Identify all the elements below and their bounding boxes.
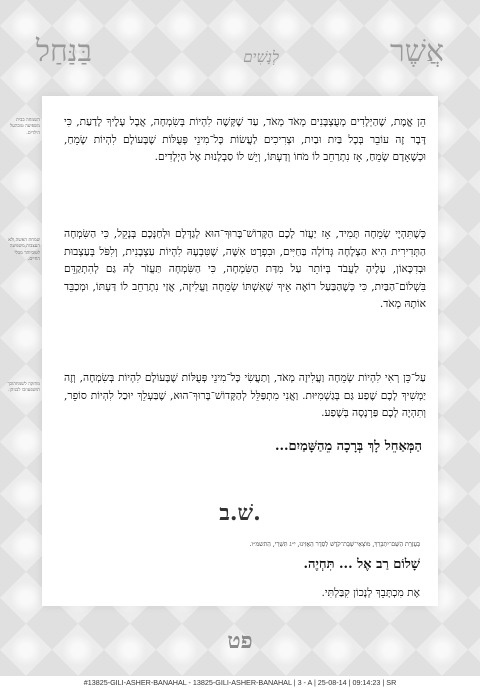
page-number: פט — [227, 628, 253, 654]
acknowledgement: אֶת מִכְתָּבֵךְ לְנָכוֹן קִבַּלְתִּי. — [321, 587, 420, 599]
header-title-end: בַּנַּחַל — [36, 34, 93, 69]
paragraph: הֵן אֱמֶת, שֶׁהַיְלָדִים מְעֻצְבָּנִים מְאֹד מְאֹד, עַד שֶׁקָּשֶׁה לִהְיוֹת בְּשִׂמְחָה, אֲבָל עָלֶיךָ לָדַעַת, כִּי דָּבָר זֶה עוֹבֵר בְּכָל בַּיִת וּבַיִת, וּצְרִיכִים לַעֲשׂוֹת כָּל־מִינֵי פְּעֻלּוֹת שֶׁבָּעוֹלָם לִהְיוֹת שָׂמֵחַ, וּכְשֶׁאָדָם שָׂמֵחַ, אָז נִתְרַחֵב לוֹ מֹחוֹ וְדַעְתּוֹ, וְיֵשׁ לוֹ סַבְלָנוּת אֶל הַיְלָדִים. — [64, 116, 426, 164]
header-title: אֲשֶׁר — [390, 34, 444, 69]
dateline: בְּעֶזְרַת הַשֵּׁם־יִתְבָּרַךְ, מוֹצָאֵי־שַׁבַּת־קֹדֶשׁ לְסֵדֶר הַאֲזִינוּ, י״ג תִּשְׁרֵי, הַתשמ״ו. — [249, 541, 420, 548]
signature: שׁ.ב. — [219, 500, 261, 526]
side-note: השמחה בבית משפיעה טובהעל הילדים. — [10, 118, 40, 136]
closing-line: הַמְּאַחֵל לָךְ בְּרָכָה מֵהַשָּׁמַיִם... — [274, 439, 422, 454]
text-panel — [42, 96, 438, 606]
paragraph: כְּשֶׁתִּהְיֶי שְׂמֵחָה תָּמִיד, אָז יַעֲזֹר לָכֶם הַקָּדוֹשׁ־בָּרוּךְ־הוּא לְגַדְּלָם וּלְחַנְּכָם בְּנָקֵל, כִּי הַשִּׂמְחָה הַתְּדִירִית הִיא הַצְלָחָה גְּדוֹלָה בַּחַיִּים, וּבִפְרָט אִשָּׁה, שֶׁטִּבְעָהּ לִהְיוֹת עַצְבָנִית, וְלִפֹּל בְּעַצְבוּת וּבְדִכָּאוֹן, עָלֶיהָ לַעֲבֹד בְּיוֹתֵר עַל מִדַּת הַשִּׂמְחָה, כִּי הַשִּׂמְחָה תַּעֲזֹר לָהּ גַּם לְהִתְקַדֵּם בִּשְׁלוֹם־הַבַּיִת, כִּי כְּשֶׁהַבַּעַל רוֹאֶה אֵיךְ שֶׁאִשְׁתּוֹ שְׂמֵחָה וַעֲלִיזָה, אֲזַי נִתְרַחֵב לוֹ דַּעְתּוֹ, וּמְכַבֵּד אוֹתָהּ מְאֹד. — [64, 228, 426, 311]
print-footer: #13825-GILI-ASHER-BANAHAL - 13825-GILI-ASHER-BANAHAL | 3 - A | 25-08-14 | 09:14:23 | SR — [0, 676, 480, 690]
side-note: שמחת האשה,ולא העצבות,משפיעה לטוביותר מבלי החיים. — [8, 238, 40, 263]
side-note: מחזקה לשמחהוכך תושפעוזכו לבניהן. — [7, 382, 40, 394]
header-subtitle: לְנָשִׁים — [243, 48, 279, 66]
paragraph: עַל־כֵּן רְאִי לִהְיוֹת שְׂמֵחָה וַעֲלִיזָה מְאֹד, וְתַעֲשִׂי כָּל־מִינֵי פְּעֻלּוֹת שֶׁבָּעוֹלָם לִהְיוֹת בְּשִׂמְחָה, וְזֶה יַמְשִׁיךְ לָכֶם שֶׁפַע גַּם בְּגַשְׁמִיּוּת. וַאֲנִי מִתְפַּלֵּל לְהַקָּדוֹשׁ־בָּרוּךְ־הוּא, שֶׁבַּעְלֵךְ יוּכַל לִהְיוֹת סוֹפֵר, וְתִהְיֶה לָכֶם פַּרְנָסָה בְּשֶׁפַע. — [64, 372, 426, 420]
page-header — [36, 28, 444, 84]
salutation: שָׁלוֹם רַב אֶל ... תִּחְיֶה. — [303, 557, 420, 572]
